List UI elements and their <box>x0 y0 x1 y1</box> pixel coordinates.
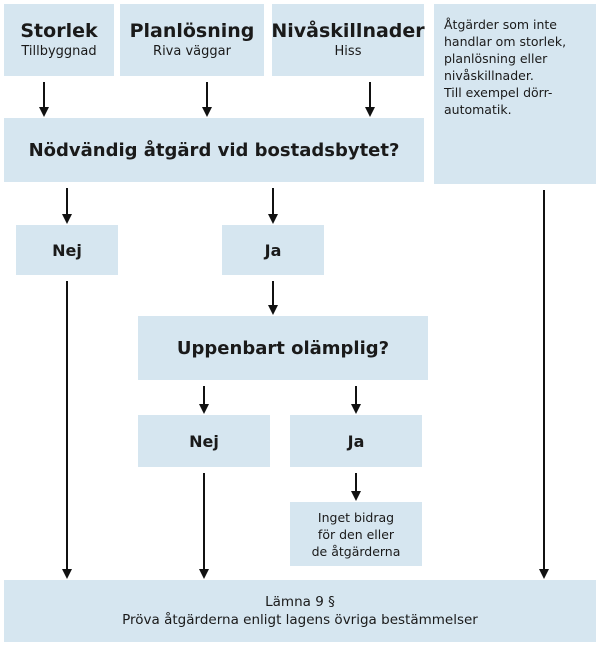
category-title: Planlösning <box>129 20 255 42</box>
side-note-line: planlösning eller <box>444 51 548 66</box>
category-subtitle: Hiss <box>334 44 362 59</box>
side-note-line: automatik. <box>444 102 512 117</box>
question-unsuitable-text: Uppenbart olämplig? <box>176 337 390 359</box>
side-note-line: Åtgärder som inte <box>444 17 558 32</box>
side-note-line: handlar om storlek, <box>444 34 567 49</box>
no-grant-line: de åtgärderna <box>311 543 401 559</box>
answer-no-1-text: Nej <box>52 240 82 260</box>
category-subtitle: Tillbyggnad <box>21 44 97 59</box>
answer-yes-1-text: Ja <box>264 240 282 260</box>
side-note-line: nivåskillnader. <box>444 68 534 83</box>
answer-yes-2-text: Ja <box>347 431 365 451</box>
side-note-line: Till exempel dörr- <box>444 85 553 100</box>
answer-no-2-text: Nej <box>189 431 219 451</box>
category-title: Storlek <box>20 20 98 42</box>
no-grant-line: Inget bidrag <box>317 509 395 525</box>
category-subtitle: Riva väggar <box>153 44 231 59</box>
bottom-line-1: Lämna 9 § <box>265 594 335 610</box>
bottom-line-2: Pröva åtgärderna enligt lagens övriga bestämmelser <box>122 612 478 628</box>
category-title: Nivåskillnader <box>271 20 425 42</box>
question-necessary-text: Nödvändig åtgärd vid bostadsbytet? <box>28 139 400 161</box>
no-grant-line: för den eller <box>317 526 395 542</box>
